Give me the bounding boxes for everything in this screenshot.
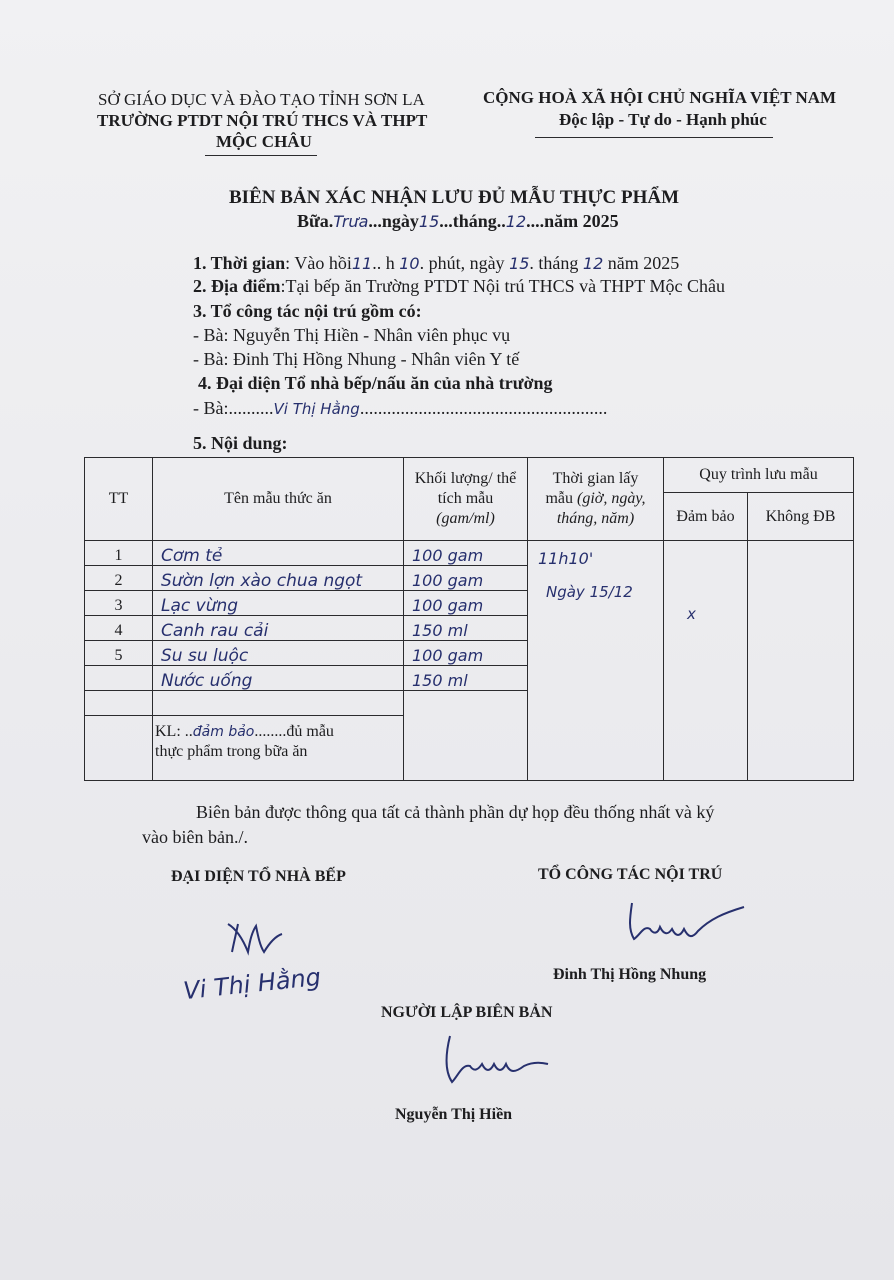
section-location-text: :Tại bếp ăn Trường PTDT Nội trú THCS và THPT Mộc Châu — [280, 276, 725, 296]
header-left-underline — [205, 155, 317, 156]
kitchen-signature-name: Vi Thị Hằng — [181, 962, 323, 1006]
header-ok: Đảm bảo — [664, 493, 748, 541]
section-board-label: 3. Tổ công tác nội trú gồm có: — [193, 301, 422, 321]
meal-prefix: Bữa. — [297, 211, 334, 231]
time-text-4: . tháng — [529, 253, 579, 273]
conclusion-value: đảm bảo — [192, 724, 255, 740]
header-right-underline — [535, 137, 773, 138]
row-tt: 5 — [85, 641, 152, 666]
section-location — [193, 276, 725, 297]
header-process: Quy trình lưu mẫu — [664, 458, 854, 493]
board-signature — [620, 895, 750, 950]
kitchen-rep-name: Vi Thị Hằng — [273, 400, 360, 418]
tt-column — [85, 541, 153, 781]
header-motto: Độc lập - Tự do - Hạnh phúc — [559, 110, 767, 129]
sample-time-hw: 11h10' — [538, 549, 594, 568]
qty-column — [404, 541, 528, 781]
row-tt: 2 — [85, 566, 152, 591]
not-ok-column — [748, 541, 854, 781]
conclusion — [153, 716, 403, 762]
row-tt: 3 — [85, 591, 152, 616]
board-member-2: - Bà: Đinh Thị Hồng Nhung - Nhân viên Y tế — [193, 349, 520, 369]
row-qty: 100 gam — [404, 541, 527, 566]
kitchen-initials-signature — [220, 912, 300, 962]
conclusion-prefix: KL: .. — [155, 723, 193, 740]
time-month: 12 — [582, 254, 604, 273]
row-food-name: Sườn lợn xào chua ngọt — [153, 566, 403, 591]
day-value: 15 — [418, 212, 440, 231]
food-sample-table — [84, 457, 854, 781]
header-country: CỘNG HOÀ XÃ HỘI CHỦ NGHĨA VIỆT NAM — [483, 88, 837, 107]
row-qty: 100 gam — [404, 566, 527, 591]
kitchen-rep-prefix: - Bà: — [193, 398, 229, 418]
header-weight-unit: (gam/ml) — [436, 510, 495, 527]
row-food-empty — [153, 691, 403, 716]
header-tt: TT — [85, 458, 153, 541]
time-text-2: .. h — [372, 253, 395, 273]
header-weight-line2: tích mẫu — [437, 490, 494, 507]
section-time — [193, 253, 679, 274]
closing-line-1: Biên bản được thông qua tất cả thành phần dự họp đều thống nhất và ký — [196, 802, 715, 822]
conclusion-suffix: ........đủ mẫu — [254, 723, 334, 740]
ok-column — [664, 541, 748, 781]
row-food-name: Su su luộc — [153, 641, 403, 666]
time-text-3: . phút, ngày — [419, 253, 505, 273]
maker-name: Nguyễn Thị Hiền — [395, 1106, 513, 1123]
row-qty: 150 ml — [404, 616, 527, 641]
meal-line — [297, 211, 619, 232]
row-tt-empty — [85, 691, 152, 716]
time-hour: 11 — [351, 254, 373, 273]
month-prefix: ...tháng.. — [439, 211, 506, 231]
header-time-line2: mẫu — [545, 490, 577, 507]
ok-mark: x — [687, 605, 696, 623]
header-sample-time — [528, 458, 664, 541]
header-time-line1: Thời gian lấy — [552, 470, 639, 487]
row-food-name: Nước uống — [153, 666, 403, 691]
board-signer-name: Đinh Thị Hồng Nhung — [553, 966, 707, 983]
kitchen-rep-dots-2: ....................................................... — [359, 398, 608, 418]
time-text-1: : Vào hồi — [285, 253, 352, 273]
header-food-name: Tên mẫu thức ăn — [153, 458, 404, 541]
month-value: 12 — [505, 212, 527, 231]
maker-signature-title: NGƯỜI LẬP BIÊN BẢN — [381, 1004, 553, 1021]
kitchen-rep-dots-1: .......... — [228, 398, 274, 418]
year-text: ....năm 2025 — [526, 211, 619, 231]
time-text-5: năm 2025 — [607, 253, 680, 273]
document-title: BIÊN BẢN XÁC NHẬN LƯU ĐỦ MẪU THỰC PHẨM — [229, 187, 680, 208]
header-time-line3: tháng, năm) — [556, 510, 635, 527]
section-time-label: 1. Thời gian — [193, 253, 286, 273]
header-weight — [404, 458, 528, 541]
row-tt — [85, 666, 152, 691]
header-not-ok: Không ĐB — [748, 493, 854, 541]
conclusion-line2: thực phẩm trong bữa ăn — [155, 743, 308, 760]
food-name-column — [153, 541, 404, 781]
section-location-label: 2. Địa điểm — [193, 276, 281, 296]
row-tt: 1 — [85, 541, 152, 566]
row-qty: 100 gam — [404, 641, 527, 666]
header-school-location: MỘC CHÂU — [216, 132, 312, 151]
maker-signature — [436, 1030, 556, 1090]
day-prefix: ...ngày — [368, 211, 419, 231]
header-school: TRƯỜNG PTDT NỘI TRÚ THCS VÀ THPT — [97, 111, 428, 130]
board-member-1: - Bà: Nguyễn Thị Hiền - Nhân viên phục vụ — [193, 325, 511, 345]
time-day: 15 — [509, 254, 530, 273]
closing-line-2: vào biên bản./. — [142, 827, 248, 847]
row-food-name: Lạc vừng — [153, 591, 403, 616]
row-food-name: Canh rau cải — [153, 616, 403, 641]
row-food-name: Cơm tẻ — [153, 541, 403, 566]
meal-value: Trưa — [333, 212, 369, 231]
board-signature-title: TỔ CÔNG TÁC NỘI TRÚ — [538, 866, 723, 883]
header-weight-line1: Khối lượng/ thể — [414, 470, 517, 487]
section-content-label: 5. Nội dung: — [193, 433, 288, 453]
row-qty: 150 ml — [404, 666, 527, 691]
kitchen-rep-line — [193, 398, 607, 419]
row-qty: 100 gam — [404, 591, 527, 616]
time-minute: 10 — [399, 254, 420, 273]
header-department: SỞ GIÁO DỤC VÀ ĐÀO TẠO TỈNH SƠN LA — [98, 90, 425, 109]
header-time-line2-italic: (giờ, ngày, — [577, 490, 646, 507]
section-kitchen-label: 4. Đại diện Tổ nhà bếp/nấu ăn của nhà trường — [198, 373, 553, 393]
sample-date-hw: Ngày 15/12 — [546, 583, 633, 601]
kitchen-signature-title: ĐẠI DIỆN TỔ NHÀ BẾP — [171, 868, 346, 885]
row-tt: 4 — [85, 616, 152, 641]
